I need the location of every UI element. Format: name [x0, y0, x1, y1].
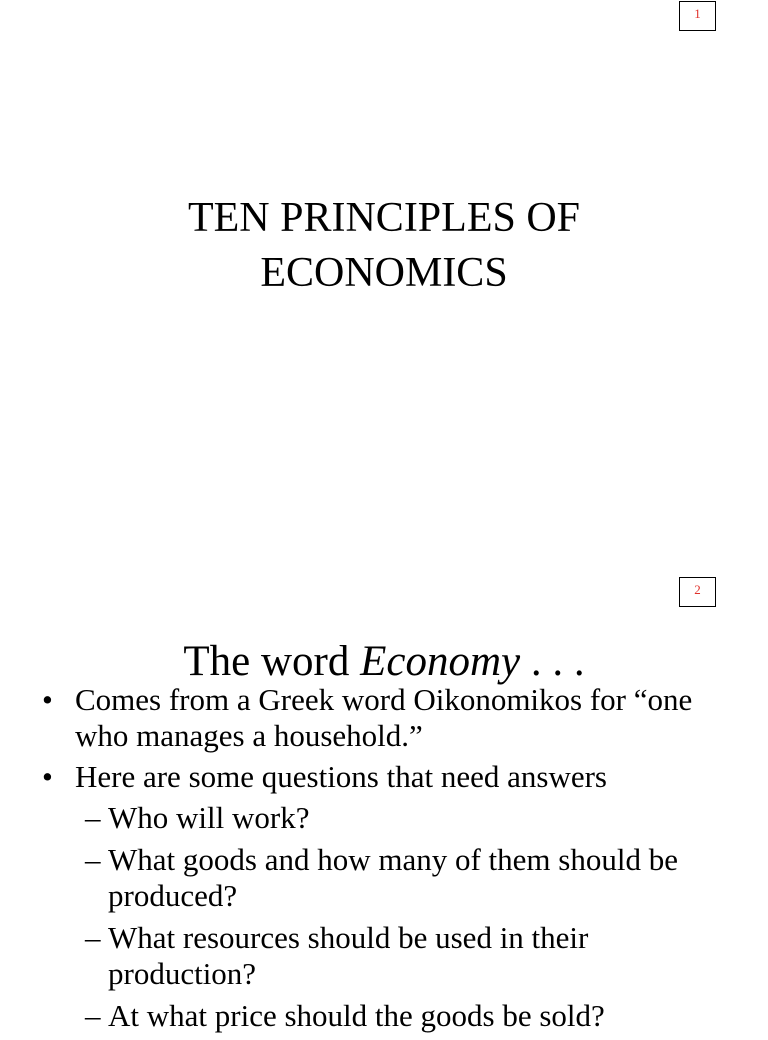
sub-bullet-marker: – [85, 920, 101, 955]
sub-bullet-marker: – [85, 800, 101, 835]
title-prefix: The word [183, 638, 361, 685]
page-number-badge: 1 [679, 1, 716, 31]
bullet-marker: • [42, 682, 53, 717]
sub-bullet-item [0, 800, 718, 836]
sub-bullet-text: What resources should be used in their production? [108, 920, 589, 991]
bullet-marker: • [42, 759, 53, 794]
bullet-text: Comes from a Greek word Oikonomikos for “one who manages a household.” [75, 682, 693, 753]
sub-bullet-text: Who will work? [108, 800, 310, 835]
slide-title [0, 191, 768, 301]
title-emphasis: Economy [360, 638, 521, 685]
slide-title [0, 636, 768, 688]
sub-bullet-marker: – [85, 842, 101, 877]
sub-bullet-item [0, 998, 718, 1034]
bullet-list [0, 682, 768, 1040]
sub-bullet-item [0, 842, 718, 914]
sub-bullet-text: What goods and how many of them should be produced? [108, 842, 678, 913]
title-suffix: . . . [520, 638, 585, 685]
sub-bullet-item [0, 920, 718, 992]
slide-title-line: ECONOMICS [260, 250, 508, 296]
bullet-item [0, 682, 715, 754]
slide-2 [0, 576, 768, 1033]
bullet-item [0, 759, 715, 795]
bullet-text: Here are some questions that need answers [75, 759, 607, 794]
slide-title-line: TEN PRINCIPLES OF [187, 195, 581, 241]
page-number-badge: 2 [679, 577, 716, 607]
sub-bullet-text: At what price should the goods be sold? [108, 998, 605, 1033]
sub-bullet-marker: – [85, 998, 101, 1033]
